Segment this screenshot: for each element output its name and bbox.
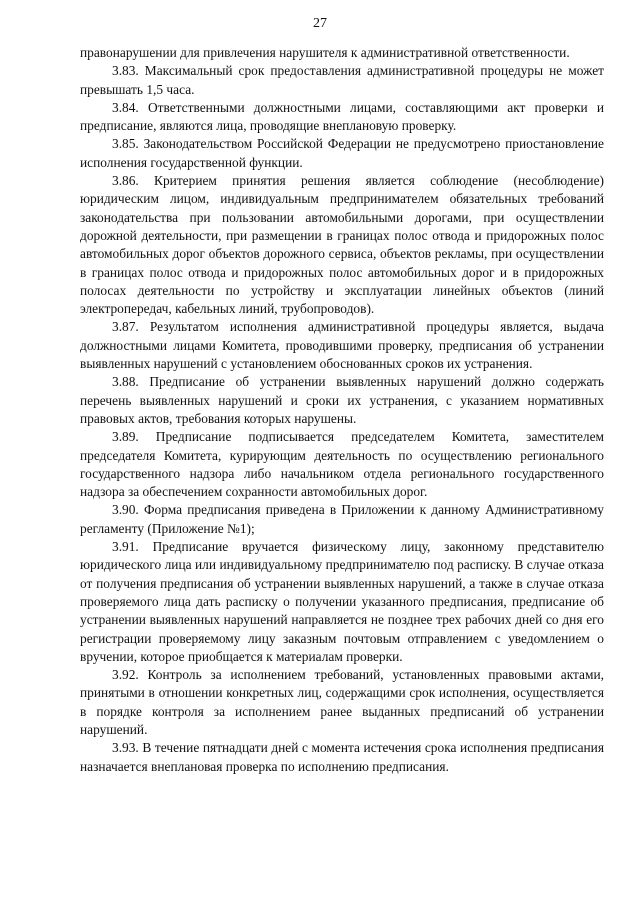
paragraph-3-92: 3.92. Контроль за исполнением требований, установленных правовыми актами, принятыми в отношении конкретных лиц, содержащими срок исполнения, осуществляется в порядке контроля за исполнением ранее выданных предписаний об устранении нарушений. — [80, 667, 604, 737]
paragraph-3-86: 3.86. Критерием принятия решения является соблюдение (несоблюдение) юридическим лицом, индивидуальным предпринимателем обязательных требований законодательства при пользовании автомобильными дорогами, при осуществлении дорожной деятельности, при размещении в границах полос отвода и придорожных полос автомобильных дорог объектов дорожного сервиса, объектов рекламы, при осуществлении в границах полос отвода и придорожных полос автомобильных дорог и в придорожных полосах деятельности по устройству и эксплуатации линейных объектов (линий электропередач, кабельных линий, трубопроводов). — [80, 173, 604, 317]
paragraph-3-83: 3.83. Максимальный срок предоставления административной процедуры не может превышать 1,5 часа. — [80, 63, 604, 97]
paragraph-3-85: 3.85. Законодательством Российской Федерации не предусмотрено приостановление исполнения государственной функции. — [80, 136, 604, 170]
paragraph-3-90: 3.90. Форма предписания приведена в Приложении к данному Административному регламенту (Приложение №1); — [80, 502, 604, 536]
paragraph-3-89: 3.89. Предписание подписывается председателем Комитета, заместителем председателя Комитета, курирующим деятельность по осуществлению регионального государственного надзора либо начальником отдела регионального государственного надзора за обеспечением сохранности автомобильных дорог. — [80, 429, 604, 500]
paragraph-3-84: 3.84. Ответственными должностными лицами, составляющими акт проверки и предписание, являются лица, проводящие внеплановую проверку. — [80, 99, 604, 134]
paragraph-3-91: 3.91. Предписание вручается физическому лицу, законному представителю юридического лица или индивидуальному предпринимателю под расписку. В случае отказа от получения предписания об устранении выявленных нарушений, а также в случае отказа проверяемого лица дать расписку о получении указанного предписания, предписание об устранении выявленных нарушений направляется не позднее трех рабочих дней со дня его регистрации проверяемому лицу заказным почтовым отправлением с уведомлением о вручении, которое приобщается к материалам проверки. — [80, 539, 604, 664]
paragraph-continuation: правонарушении для привлечения нарушителя к административной ответственности. — [80, 45, 570, 60]
paragraph-3-88: 3.88. Предписание об устранении выявленных нарушений должно содержать перечень выявленных нарушений и сроки их устранения, с указанием нормативных правовых актов, требования которых нарушены. — [80, 374, 604, 426]
page-number: 27 — [313, 16, 327, 31]
paragraph-3-93: 3.93. В течение пятнадцати дней с момента истечения срока исполнения предписания назначается внеплановая проверка по исполнению предписания. — [80, 740, 604, 774]
paragraph-3-87: 3.87. Результатом исполнения административной процедуры является, выдача должностными лицами Комитета, проводившими проверку, предписания об устранении выявленных нарушений с установлением обоснованных сроков их устранения. — [80, 319, 604, 372]
